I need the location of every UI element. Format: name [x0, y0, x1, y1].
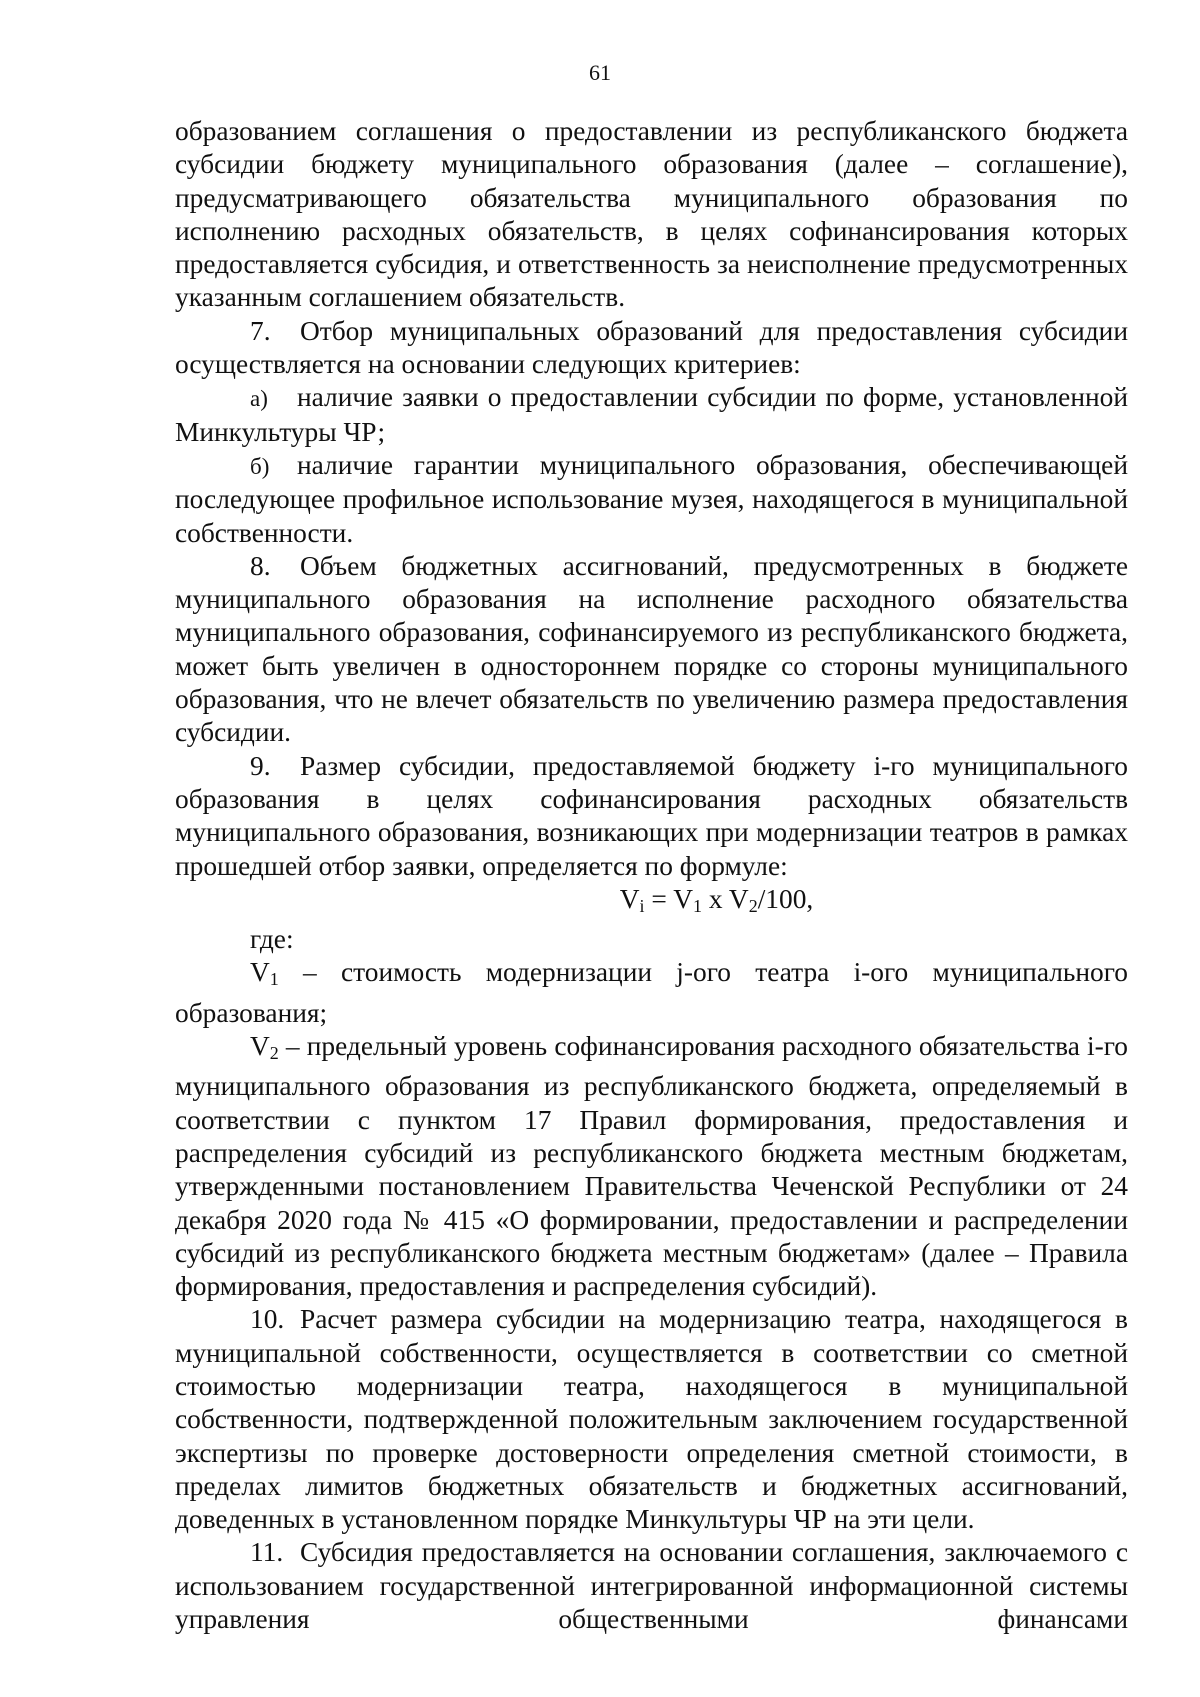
- def-v1-sub: 1: [269, 969, 279, 990]
- paragraph-intro: образованием соглашения о предоставлении из республиканского бюджета субсидии бюджету муниципального образования (далее – соглашение), предусматривающего обязательства муниципального образования по исполнению расходных обязательств, в целях софинансирования которых предоставляется субсидия, и ответственность за неисполнение предусмотренных указанным соглашением обязательств.: [175, 116, 1128, 313]
- item-10-number: 10.: [250, 1304, 285, 1335]
- page-number: 61: [589, 60, 611, 85]
- def-v2-text: – предельный уровень софинансирования расходного обязательства i-го муниципального образования из республиканского бюджета, определяемый в соответствии с пунктом 17 Правил формирования, предоставления и распределения субсидий из республиканского бюджета местным бюджетам, утвержденными постановлением Правительства Чеченской Республики от 24 декабря 2020 года № 415 «О формировании, предоставлении и распределении субсидий из республиканского бюджета местным бюджетам» (далее – Правила формирования, предоставления и распределения субсидий).: [175, 1031, 1128, 1302]
- item-9-text: Размер субсидии, предоставляемой бюджету i-го муниципального образования в целях софинансирования расходных обязательств муниципального образования, возникающих при модернизации театров в рамках прошедшей отбор заявки, определяется по формуле:: [175, 750, 1128, 881]
- paragraph-item-11: [175, 1536, 1128, 1636]
- def-v1-text: – стоимость модернизации j-ого театра i-ого муниципального образования;: [175, 957, 1128, 1028]
- def-v2-symbol: V: [250, 1031, 270, 1062]
- item-11-text: Субсидия предоставляется на основании соглашения, заключаемого с использованием государственной интегрированной информационной системы управления общественными финансами: [175, 1537, 1128, 1635]
- document-body: [175, 115, 1128, 1636]
- item-8-number: 8.: [250, 550, 271, 581]
- formula-sub-1: 1: [693, 895, 702, 916]
- item-7b-letter: б): [250, 453, 270, 479]
- paragraph-item-7b: [175, 449, 1128, 550]
- def-v2-sub: 2: [269, 1043, 279, 1064]
- paragraph-where: где:: [250, 924, 294, 955]
- item-9-number: 9.: [250, 750, 271, 781]
- item-8-text: Объем бюджетных ассигнований, предусмотренных в бюджете муниципального образования на исполнение расходного обязательства муниципального образования, софинансируемого из республиканского бюджета, может быть увеличен в одностороннем порядке со стороны муниципального образования, что не влечет обязательств по увеличению размера предоставления субсидии.: [175, 550, 1128, 748]
- formula-sub-2: 2: [748, 895, 758, 916]
- paragraph-item-10: [175, 1303, 1128, 1536]
- formula-tail: /100,: [757, 883, 814, 914]
- item-7-text: Отбор муниципальных образований для предоставления субсидии осуществляется на основании следующих критериев:: [175, 315, 1128, 380]
- formula-mult: x V: [702, 883, 749, 914]
- formula: [175, 883, 1128, 923]
- paragraph-item-7a: [175, 381, 1128, 449]
- item-11-number: 11.: [250, 1537, 284, 1568]
- paragraph-item-8: [175, 550, 1128, 750]
- formula-v: V: [619, 883, 640, 914]
- formula-eq: = V: [644, 883, 693, 914]
- item-7-number: 7.: [250, 315, 271, 346]
- item-7a-letter: а): [250, 386, 268, 412]
- def-v1-symbol: V: [250, 957, 270, 988]
- paragraph-item-7: [175, 315, 1128, 382]
- item-7b-text: наличие гарантии муниципального образования, обеспечивающей последующее профильное использование музея, находящегося в муниципальной собственности.: [175, 449, 1128, 548]
- formula-sub-i: i: [639, 895, 645, 916]
- paragraph-item-9: [175, 750, 1128, 883]
- item-7a-text: наличие заявки о предоставлении субсидии по форме, установленной Минкультуры ЧР;: [175, 382, 1128, 447]
- paragraph-def-v2: [175, 1030, 1128, 1303]
- item-10-text: Расчет размера субсидии на модернизацию театра, находящегося в муниципальной собственности, осуществляется в соответствии со сметной стоимостью модернизации театра, находящегося в муниципальной собственности, подтвержденной положительным заключением государственной экспертизы по проверке достоверности определения сметной стоимости, в пределах лимитов бюджетных обязательств и бюджетных ассигнований, доведенных в установленном порядке Минкультуры ЧР на эти цели.: [175, 1304, 1128, 1535]
- paragraph-def-v1: [175, 956, 1128, 1030]
